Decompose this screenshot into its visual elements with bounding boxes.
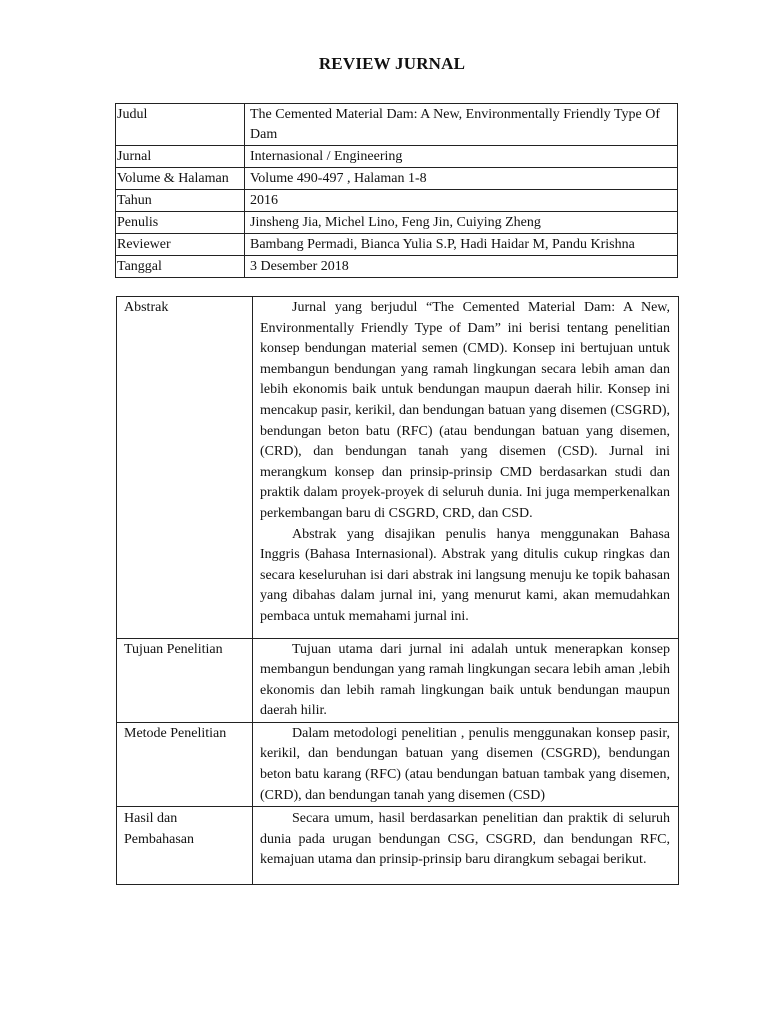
- section-label: Metode Penelitian: [117, 722, 253, 806]
- info-value: Bambang Permadi, Bianca Yulia S.P, Hadi Haidar M, Pandu Krishna: [245, 234, 678, 256]
- section-body: [253, 722, 679, 806]
- section-paragraph: Tujuan utama dari jurnal ini adalah untuk menerapkan konsep membangun bendungan yang ramah lingkungan secara lebih aman ,lebih ekonomis dan lebih ramah lingkungan baik untuk bendungan maupun daerah hilir.: [260, 641, 670, 719]
- info-label: Penulis: [116, 212, 245, 234]
- journal-info-table: [115, 103, 678, 278]
- section-hasil-pembahasan: [117, 807, 679, 885]
- info-row-judul: [116, 104, 678, 146]
- section-paragraph: Abstrak yang disajikan penulis hanya menggunakan Bahasa Inggris (Bahasa Internasional). Abstrak yang ditulis cukup ringkas dan secara keseluruhan isi dari abstrak ini langsung menuju ke topik bahasan yang dibahas dalam jurnal ini, yang menurut kami, akan memudahkan pembaca untuk memahami jurnal ini.: [260, 526, 670, 624]
- section-label: Abstrak: [117, 297, 253, 639]
- section-label: Hasil dan Pembahasan: [117, 807, 253, 885]
- section-body: [253, 297, 679, 639]
- info-row-reviewer: [116, 234, 678, 256]
- section-body: [253, 638, 679, 722]
- section-metode-penelitian: [117, 722, 679, 806]
- section-label: Tujuan Penelitian: [117, 638, 253, 722]
- info-label: Reviewer: [116, 234, 245, 256]
- info-row-tahun: [116, 190, 678, 212]
- section-paragraph: Secara umum, hasil berdasarkan penelitian dan praktik di seluruh dunia pada urugan bendungan CSG, CSGRD, dan bendungan RFC, kemajuan utama dan prinsip-prinsip baru dirangkum sebagai berikut.: [260, 811, 670, 868]
- info-row-jurnal: [116, 146, 678, 168]
- info-label: Jurnal: [116, 146, 245, 168]
- section-tujuan-penelitian: [117, 638, 679, 722]
- section-body: [253, 807, 679, 885]
- info-row-volume: [116, 168, 678, 190]
- section-paragraph: Dalam metodologi penelitian , penulis menggunakan konsep pasir, kerikil, dan bendungan batuan yang disemen (CSGRD), bendungan beton batu karang (RFC) (atau bendungan batuan tambak yang disemen, (CRD), dan bendungan tanah yang disemen (CSD): [260, 725, 670, 803]
- info-label: Tanggal: [116, 256, 245, 278]
- info-value: The Cemented Material Dam: A New, Environmentally Friendly Type Of Dam: [245, 104, 678, 146]
- info-value: 2016: [245, 190, 678, 212]
- page-title: REVIEW JURNAL: [318, 54, 466, 73]
- info-row-penulis: [116, 212, 678, 234]
- info-value: Internasional / Engineering: [245, 146, 678, 168]
- section-abstrak: [117, 297, 679, 639]
- info-label: Judul: [116, 104, 245, 146]
- section-paragraph: Jurnal yang berjudul “The Cemented Material Dam: A New, Environmentally Friendly Type of Dam” ini berisi tentang penelitian konsep bendungan material semen (CMD). Konsep ini bertujuan untuk membangun bendungan yang ramah lingkungan secara lebih aman dan lebih ekonomis baik untuk bendungan maupun daerah hilir. Konsep ini mencakup pasir, kerikil, dan bendungan batuan yang disemen (CSGRD), bendungan beton batu (RFC) (atau bendungan batuan yang disemen, (CRD), dan bendungan tanah yang disemen (CSD). Jurnal ini merangkum konsep dan prinsip-prinsip CMD berdasarkan studi dan praktik dalam proyek-proyek di seluruh dunia. Ini juga memperkenalkan perkembangan baru di CSGRD, CRD, dan CSD.: [260, 300, 670, 521]
- info-label: Tahun: [116, 190, 245, 212]
- info-value: 3 Desember 2018: [245, 256, 678, 278]
- review-table: [116, 296, 679, 885]
- info-value: Volume 490-497 , Halaman 1-8: [245, 168, 678, 190]
- info-row-tanggal: [116, 256, 678, 278]
- info-value: Jinsheng Jia, Michel Lino, Feng Jin, Cuiying Zheng: [245, 212, 678, 234]
- info-label: Volume & Halaman: [116, 168, 245, 190]
